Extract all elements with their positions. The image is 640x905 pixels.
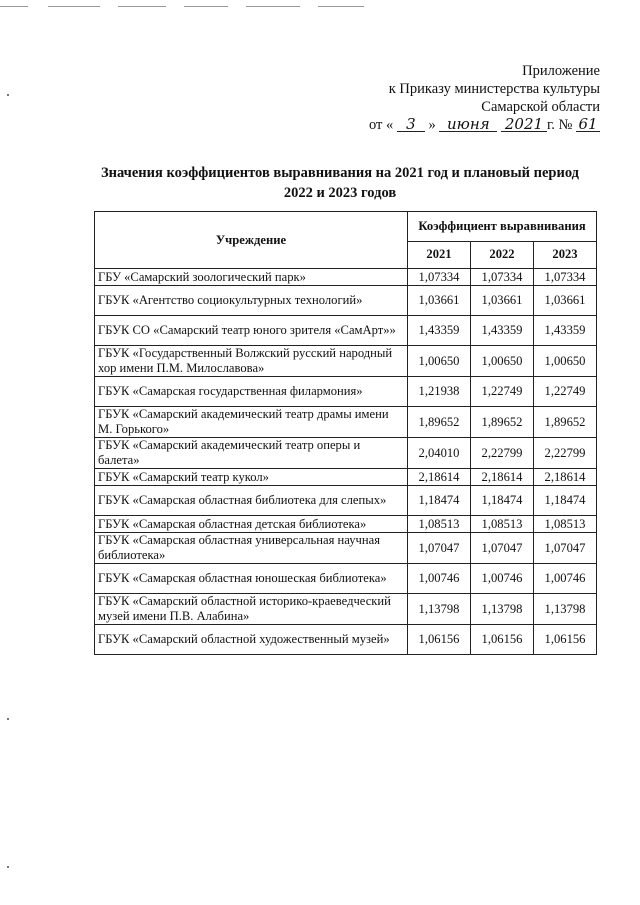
handwritten-year: 2021 bbox=[501, 117, 547, 132]
institution-name: ГБУК «Самарский областной художественный музей» bbox=[95, 625, 408, 655]
coefficient-2022: 1,89652 bbox=[471, 407, 534, 438]
margin-speck bbox=[7, 866, 9, 868]
institution-name: ГБУК «Самарская областная юношеская библиотека» bbox=[95, 564, 408, 594]
table-row bbox=[95, 346, 597, 377]
handwritten-month: июня bbox=[439, 117, 497, 132]
institution-name: ГБУК «Самарский академический театр оперы и балета» bbox=[95, 438, 408, 469]
coefficient-2021: 1,08513 bbox=[408, 516, 471, 533]
coefficient-2023: 2,18614 bbox=[534, 469, 597, 486]
table-row bbox=[95, 625, 597, 655]
institution-name: ГБУК «Самарский академический театр драмы имени М. Горького» bbox=[95, 407, 408, 438]
coefficient-2021: 1,07334 bbox=[408, 269, 471, 286]
table-row bbox=[95, 469, 597, 486]
year-suffix: г. bbox=[546, 117, 555, 133]
institution-name: ГБУ «Самарский зоологический парк» bbox=[95, 269, 408, 286]
date-quote-close: » bbox=[428, 117, 436, 133]
coefficient-2023: 2,22799 bbox=[534, 438, 597, 469]
header-institution: Учреждение bbox=[95, 212, 408, 269]
coefficient-2023: 1,06156 bbox=[534, 625, 597, 655]
coefficient-2023: 1,18474 bbox=[534, 486, 597, 516]
institution-name: ГБУК «Государственный Волжский русский народный хор имени П.М. Милославова» bbox=[95, 346, 408, 377]
coefficient-2021: 1,03661 bbox=[408, 286, 471, 316]
table-row bbox=[95, 486, 597, 516]
margin-speck bbox=[7, 94, 9, 96]
coefficient-2022: 1,07334 bbox=[471, 269, 534, 286]
coefficient-2021: 2,04010 bbox=[408, 438, 471, 469]
coefficient-2023: 1,43359 bbox=[534, 316, 597, 346]
coefficient-2023: 1,00650 bbox=[534, 346, 597, 377]
table-row bbox=[95, 594, 597, 625]
coefficient-2021: 2,18614 bbox=[408, 469, 471, 486]
coefficient-2021: 1,00746 bbox=[408, 564, 471, 594]
coefficient-2022: 1,43359 bbox=[471, 316, 534, 346]
table-row bbox=[95, 286, 597, 316]
coefficient-2021: 1,00650 bbox=[408, 346, 471, 377]
handwritten-day: 3 bbox=[397, 117, 425, 132]
institution-name: ГБУК «Самарский областной историко-краеведческий музей имени П.В. Алабина» bbox=[95, 594, 408, 625]
table-row bbox=[95, 533, 597, 564]
institution-name: ГБУК «Самарский театр кукол» bbox=[95, 469, 408, 486]
appendix-order-line: к Приказу министерства культуры bbox=[388, 81, 600, 97]
handwritten-number: 61 bbox=[576, 117, 600, 132]
coefficient-2021: 1,89652 bbox=[408, 407, 471, 438]
number-label: № bbox=[558, 117, 573, 133]
coefficient-2021: 1,43359 bbox=[408, 316, 471, 346]
title-line-1: Значения коэффициентов выравнивания на 2021 год и плановый период bbox=[100, 165, 580, 181]
coefficient-2023: 1,13798 bbox=[534, 594, 597, 625]
coefficient-2021: 1,18474 bbox=[408, 486, 471, 516]
coefficient-2022: 2,18614 bbox=[471, 469, 534, 486]
institution-name: ГБУК СО «Самарский театр юного зрителя «СамАрт»» bbox=[95, 316, 408, 346]
table-row bbox=[95, 407, 597, 438]
institution-name: ГБУК «Самарская государственная филармония» bbox=[95, 377, 408, 407]
coefficient-2022: 1,07047 bbox=[471, 533, 534, 564]
document-title bbox=[60, 163, 620, 203]
header-coefficient-group: Коэффициент выравнивания bbox=[408, 212, 597, 242]
coefficient-2023: 1,08513 bbox=[534, 516, 597, 533]
institution-name: ГБУК «Агентство социокультурных технологий» bbox=[95, 286, 408, 316]
institution-name: ГБУК «Самарская областная библиотека для слепых» bbox=[95, 486, 408, 516]
coefficient-2023: 1,89652 bbox=[534, 407, 597, 438]
coefficient-2022: 2,22799 bbox=[471, 438, 534, 469]
institution-name: ГБУК «Самарская областная детская библиотека» bbox=[95, 516, 408, 533]
date-prefix: от « bbox=[368, 117, 394, 133]
coefficient-2022: 1,06156 bbox=[471, 625, 534, 655]
coefficient-2021: 1,21938 bbox=[408, 377, 471, 407]
order-date-line bbox=[369, 116, 600, 134]
appendix-region-line: Самарской области bbox=[481, 99, 600, 115]
coefficient-2022: 1,13798 bbox=[471, 594, 534, 625]
coefficient-2022: 1,08513 bbox=[471, 516, 534, 533]
title-line-2: 2022 и 2023 годов bbox=[283, 185, 397, 201]
coefficient-2021: 1,13798 bbox=[408, 594, 471, 625]
coefficient-2021: 1,07047 bbox=[408, 533, 471, 564]
table-row bbox=[95, 516, 597, 533]
institution-name: ГБУК «Самарская областная универсальная научная библиотека» bbox=[95, 533, 408, 564]
appendix-label: Приложение bbox=[522, 63, 600, 79]
scan-edge-marks bbox=[0, 6, 640, 10]
coefficient-2022: 1,22749 bbox=[471, 377, 534, 407]
coefficient-2023: 1,22749 bbox=[534, 377, 597, 407]
coefficient-2023: 1,07334 bbox=[534, 269, 597, 286]
table-row bbox=[95, 438, 597, 469]
coefficients-table bbox=[94, 211, 597, 655]
coefficient-2023: 1,03661 bbox=[534, 286, 597, 316]
coefficient-2022: 1,00746 bbox=[471, 564, 534, 594]
table-row bbox=[95, 377, 597, 407]
coefficient-2022: 1,18474 bbox=[471, 486, 534, 516]
header-year: 2021 bbox=[408, 241, 471, 268]
table-row bbox=[95, 564, 597, 594]
coefficient-2023: 1,00746 bbox=[534, 564, 597, 594]
coefficient-2023: 1,07047 bbox=[534, 533, 597, 564]
table-row bbox=[95, 316, 597, 346]
header-year: 2022 bbox=[471, 241, 534, 268]
coefficient-2021: 1,06156 bbox=[408, 625, 471, 655]
header-year: 2023 bbox=[534, 241, 597, 268]
coefficient-2022: 1,03661 bbox=[471, 286, 534, 316]
coefficient-2022: 1,00650 bbox=[471, 346, 534, 377]
table-row bbox=[95, 269, 597, 286]
appendix-block bbox=[369, 62, 600, 134]
margin-speck bbox=[7, 718, 9, 720]
